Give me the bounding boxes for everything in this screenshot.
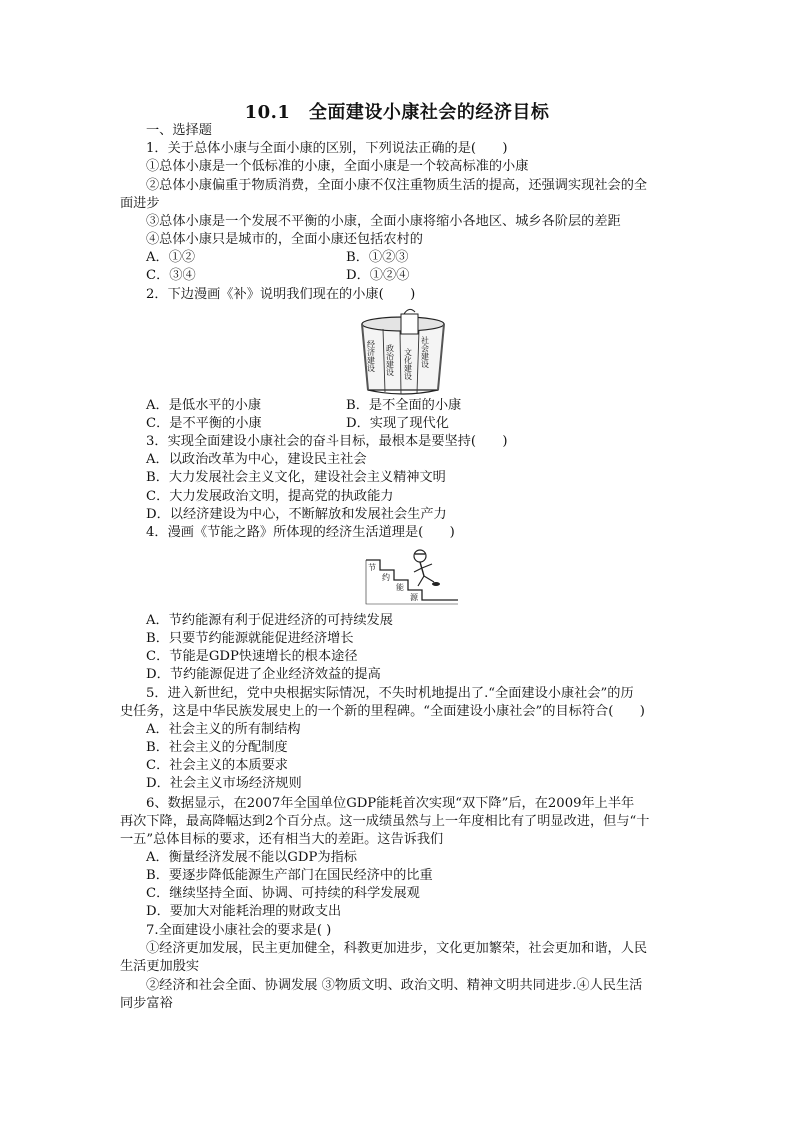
- q5-option-c: C．社会主义的本质要求: [146, 758, 288, 773]
- q1-option-b: B．①②③: [346, 250, 409, 265]
- q6-option-d: D．要加大对能耗治理的财政支出: [146, 904, 342, 919]
- q1-statement-4: ④总体小康只是城市的，全面小康还包括农村的: [146, 232, 423, 247]
- q7-statement-2-cont: 同步富裕: [120, 996, 173, 1011]
- question-4-stem: 4．漫画《节能之路》所体现的经济生活道理是( ): [146, 525, 455, 540]
- stave-label-culture: 文化建设: [403, 348, 413, 380]
- q3-option-b: B．大力发展社会主义文化，建设社会主义精神文明: [146, 470, 446, 485]
- energy-stairs-cartoon-figure: [362, 546, 462, 608]
- section-heading: 一、选择题: [146, 123, 212, 138]
- question-5-stem: 5．进入新世纪，党中央根据实际情况，不失时机地提出了.“全面建设小康社会”的历: [146, 686, 634, 701]
- question-3-stem: 3．实现全面建设小康社会的奋斗目标，最根本是要坚持( ): [146, 434, 508, 449]
- question-1-stem: 1．关于总体小康与全面小康的区别，下列说法正确的是( ): [146, 141, 508, 156]
- q4-option-c: C．节能是GDP快速增长的根本途径: [146, 649, 358, 664]
- q4-option-a: A．节约能源有利于促进经济的可持续发展: [146, 613, 393, 628]
- q5-option-d: D．社会主义市场经济规则: [146, 776, 302, 791]
- question-6-stem-cont-2: 一五”总体目标的要求，还有相当大的差距。这告诉我们: [120, 832, 444, 847]
- q4-option-b: B．只要节约能源就能促进经济增长: [146, 631, 354, 646]
- q1-statement-1: ①总体小康是一个低标准的小康，全面小康是一个较高标准的小康: [146, 159, 529, 174]
- q1-option-d: D．①②④: [346, 268, 410, 283]
- step-label-2: 约: [382, 573, 390, 582]
- question-6-stem: 6、数据显示，在2007年全国单位GDP能耗首次实现“双下降”后，在2009年上半年: [146, 796, 635, 811]
- q2-option-a: A．是低水平的小康: [146, 398, 262, 413]
- question-5-stem-cont: 史任务，这是中华民族发展史上的一个新的里程碑。“全面建设小康社会”的目标符合( ): [120, 704, 645, 719]
- q2-option-b: B．是不全面的小康: [346, 398, 462, 413]
- step-label-3: 能: [396, 583, 404, 592]
- stave-label-politics: 政治建设: [385, 344, 395, 376]
- q5-option-b: B．社会主义的分配制度: [146, 740, 288, 755]
- q4-option-d: D．节约能源促进了企业经济效益的提高: [146, 667, 381, 682]
- q1-option-a: A．①②: [146, 250, 196, 265]
- question-6-stem-cont-1: 再次下降，最高降幅达到2个百分点。这一成绩虽然与上一年度相比有了明显改进，但与“十: [120, 814, 650, 829]
- q3-option-d: D．以经济建设为中心，不断解放和发展社会生产力: [146, 507, 447, 522]
- step-label-1: 节: [368, 563, 376, 572]
- page-title: 10.1 全面建设小康社会的经济目标: [244, 102, 550, 123]
- q7-statement-2: ②经济和社会全面、协调发展 ③物质文明、政治文明、精神文明共同进步.④人民生活: [146, 978, 643, 993]
- q7-statement-1-cont: 生活更加殷实: [120, 959, 200, 974]
- q5-option-a: A．社会主义的所有制结构: [146, 722, 301, 737]
- step-label-4: 源: [410, 593, 418, 602]
- stave-label-society: 社会建设: [420, 336, 430, 368]
- question-7-stem: 7.全面建设小康社会的要求是( ): [146, 923, 332, 938]
- q1-option-c: C．③④: [146, 268, 196, 283]
- q1-statement-2: ②总体小康偏重于物质消费，全面小康不仅注重物质生活的提高，还强调实现社会的全: [146, 178, 648, 193]
- q6-option-a: A．衡量经济发展不能以GDP为指标: [146, 850, 357, 865]
- q3-option-a: A．以政治改革为中心，建设民主社会: [146, 452, 367, 467]
- question-2-stem: 2．下边漫画《补》说明我们现在的小康( ): [146, 287, 416, 302]
- q1-statement-2-cont: 面进步: [120, 196, 160, 211]
- q6-option-b: B．要逐步降低能源生产部门在国民经济中的比重: [146, 868, 433, 883]
- stave-label-economy: 经济建设: [366, 340, 376, 372]
- q2-option-d: D．实现了现代化: [346, 416, 449, 431]
- q7-statement-1: ①经济更加发展，民主更加健全，科教更加进步，文化更加繁荣，社会更加和谐，人民: [146, 941, 648, 956]
- bucket-cartoon-figure: [352, 306, 454, 396]
- q3-option-c: C．大力发展政治文明，提高党的执政能力: [146, 489, 394, 504]
- q2-option-c: C．是不平衡的小康: [146, 416, 262, 431]
- q6-option-c: C．继续坚持全面、协调、可持续的科学发展观: [146, 886, 420, 901]
- q1-statement-3: ③总体小康是一个发展不平衡的小康，全面小康将缩小各地区、城乡各阶层的差距: [146, 214, 621, 229]
